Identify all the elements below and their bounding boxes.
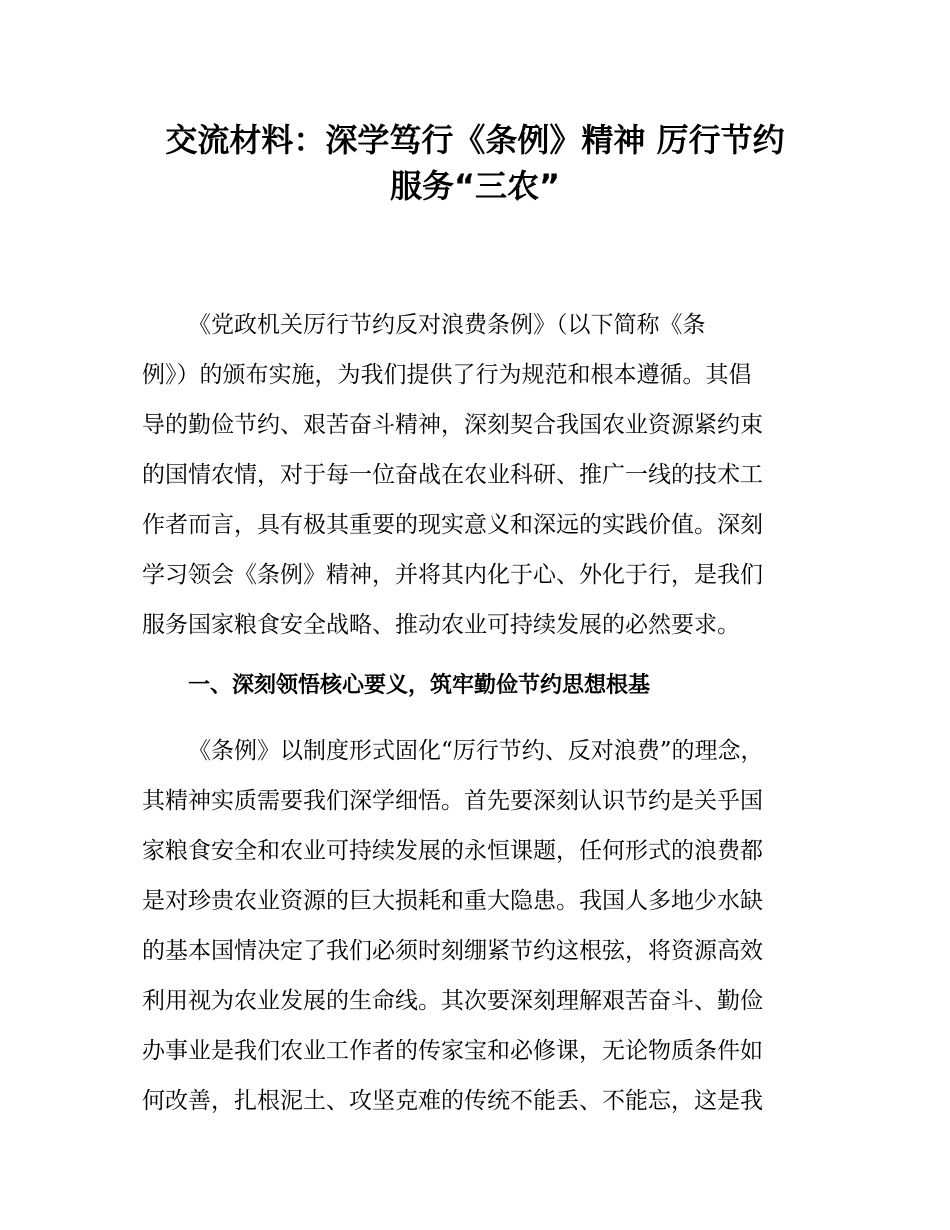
paragraph-line: 是对珍贵农业资源的巨大损耗和重大隐患。我国人多地少水缺 [142,888,763,914]
paragraph-line: 何改善，扎根泥土、攻坚克难的传统不能丢、不能忘，这是我 [142,1088,763,1114]
paragraph-line: 其精神实质需要我们深学细悟。首先要深刻认识节约是关乎国 [142,788,763,814]
section-heading-1: 一、深刻领悟核心要义，筑牢勤俭节约思想根基 [188,673,651,698]
paragraph-intro [142,300,812,650]
paragraph-line: 学习领会《条例》精神，并将其内化于心、外化于行，是我们 [142,562,763,588]
document-title-line-2: 服务“三农” [389,167,561,205]
paragraph-line: 利用视为农业发展的生命线。其次要深刻理解艰苦奋斗、勤俭 [142,988,763,1014]
paragraph-line: 《党政机关厉行节约反对浪费条例》（以下简称《条 [188,312,706,338]
paragraph-line: 家粮食安全和农业可持续发展的永恒课题，任何形式的浪费都 [142,838,763,864]
paragraph-line: 服务国家粮食安全战略、推动农业可持续发展的必然要求。 [142,612,740,638]
paragraph-line: 的国情农情，对于每一位奋战在农业科研、推广一线的技术工 [142,462,763,488]
paragraph-line: 办事业是我们农业工作者的传家宝和必修课，无论物质条件如 [142,1038,763,1064]
paragraph-line: 《条例》以制度形式固化“厉行节约、反对浪费”的理念， [188,738,764,764]
paragraph-line: 的基本国情决定了我们必须时刻绷紧节约这根弦，将资源高效 [142,938,763,964]
document-title-line-1: 交流材料：深学笃行《条例》精神 厉行节约 [165,121,785,159]
paragraph-line: 例》）的颁布实施，为我们提供了行为规范和根本遵循。其倡 [142,362,752,388]
paragraph-line: 导的勤俭节约、艰苦奋斗精神，深刻契合我国农业资源紧约束 [142,412,763,438]
paragraph-line: 作者而言，具有极其重要的现实意义和深远的实践价值。深刻 [142,512,763,538]
paragraph-section-1 [142,726,812,1126]
